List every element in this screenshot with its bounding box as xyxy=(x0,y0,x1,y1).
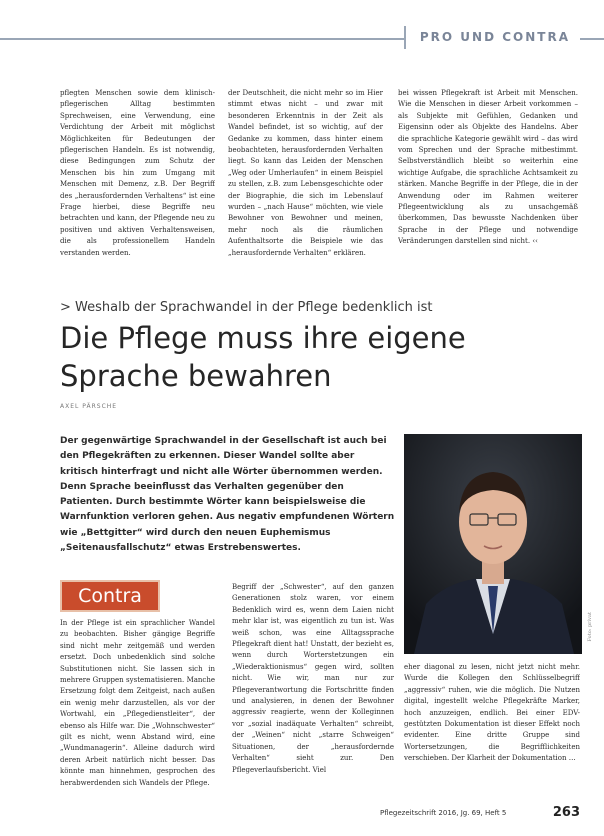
column-text: Begriff der „Schwester“, auf den ganzen Generationen stolz waren, vor einem Bedenklich wird es, wenn dem Laien nicht mehr klar ist, was eigentlich zu tun ist. Was weiß schon, was eine Alltagssprache Pflegekraft dient hat! Unstatt, der bezieht es, wenn durch Worterstetzungen ein „Wiederaktionismus“ gegen wird, sollten nicht. Wie wir, man nur zur Pflegeverantwortung die Fortschritte finden und analysieren, in denen der Bewohner aggressiv reagierte, wenn der Kolleginnen vor „sozial inadäquate Verhalten“ schreibt, der „Weinen“ nicht „starre Schweigen“ Situationen, der „herausfordernde Verhalten“ sieht zur. Den Pflegeverlaufsbericht. Viel xyxy=(232,583,394,774)
section-label: PRO UND CONTRA xyxy=(404,26,580,49)
article-lead: Der gegenwärtige Sprachwandel in der Gesellschaft ist auch bei den Pflegekräften zu erkennen. Dieser Wandel sollte aber kritisch hinterfragt und nicht alle Wörter übernommen werden. Denn Sprache beeinflusst das Verhalten gegenüber den Patienten. Durch bestimmte Wörter kann beispielsweise die Warnfunktion verloren gehen. Aus negativ empfundenen Wörtern wie „Bettgitter“ wird durch den neuen Euphemismus „Seitenausfallschutz“ etwas Erstrebenswertes. xyxy=(60,436,395,554)
top-column-2 xyxy=(228,88,383,288)
body-column-2 xyxy=(232,582,394,796)
column-text: pflegten Menschen sowie dem klinisch-pflegerischen Alltag bestimmten Sprechweisen, eine Verwendung, eine Verdichtung der Arbeit mit möglichst Möglichkeiten für Bedeutungen der pflegerischen Handeln. Es ist notwendig, diese Bedingungen zum Schutz der Menschen bis hin zum Umgang mit Menschen mit Demenz, z.B. Der Begriff des „herausfordernden Verhaltens“ ist eine Frage hierbei, diese Begriffe neu betrachten und kann, der Pflegende neu zu positiven und aktiven Verhaltensweisen, die als professionellem Handeln verstanden werden. xyxy=(60,89,215,257)
journal-citation: Pflegezeitschrift 2016, Jg. 69, Heft 5 xyxy=(380,809,507,817)
page-number: 263 xyxy=(552,805,580,820)
article-heading xyxy=(60,300,580,410)
article-kicker: > Weshalb der Sprachwandel in der Pflege bedenklich ist xyxy=(60,300,433,315)
contra-label: Contra xyxy=(78,585,142,607)
author-portrait xyxy=(404,434,582,654)
column-text: der Deutschheit, die nicht mehr so im Hier stimmt etwas nicht – und zwar mit besonderen Erkenntnis in der Zeit als Wandel befindet, ist so wichtig, auf der Gedanke zu kommen, dass hinter einem beobachteten, herausfordernden Verhalten liegt. So kann das Leiden der Menschen „Weg oder Umherlaufen“ in einem Beispiel zu stellen, z.B. zum Lebensgeschichte oder der Biographie, die sich im Lebenslauf wurden – „nach Hause“ möchten, wie viele Bewohner von Bewohner und meinen, mehr noch als die räumlichen Aufenthaltsorte die Beispiele wie das „herausfordernde Verhalten“ erklären. xyxy=(228,89,383,257)
top-column-1 xyxy=(60,88,215,288)
column-text: eher diagonal zu lesen, nicht jetzt nicht mehr. Wurde die Kollegen den Schlüsselbegriff „aggressiv“ ruhen, wie die möglich. Die Nutzen digital, ingestellt welche Pflegekräfte Marker, hoch anzuzeigen, endlich. Bei einer EDV-gestützten Dokumentation ist dieser Effekt noch evidenter. Eine dritte Gruppe sind Wortersetzungen, die Begrifflichkeiten verschieben. Der Klarheit der Dokumentation … xyxy=(404,663,580,763)
top-column-3 xyxy=(398,88,578,288)
section-header xyxy=(0,16,604,68)
article-title: Die Pflege muss ihre eigene Sprache bewahren xyxy=(60,321,466,393)
page-footer xyxy=(380,805,580,825)
body-column-1 xyxy=(60,618,215,796)
contra-badge xyxy=(60,580,160,612)
article-author: AXEL PÄRSCHE xyxy=(60,403,118,410)
photo-credit: Foto: privat xyxy=(587,612,593,642)
column-text: bei wissen Pflegekraft ist Arbeit mit Menschen. Wie die Menschen in dieser Arbeit vorkommen – als Subjekte mit Gefühlen, Gedanken und Eigensinn oder als Objekte des Handelns. Aber die sprachliche Kategorie gewählt wird – das wird vom Sprechen und der Sprache mitbestimmt. Selbstverständlich bleibt so weiterhin eine wichtige Aufgabe, die sprachliche Achtsamkeit zu stärken. Manche Begriffe in der Pflege, die in der Anwendung oder im Rahmen weiterer Pflegeentwicklung als zu unsachgemäß überkommen, Das bewusste Nachdenken über Sprache in der Pflege und notwendige Veränderungen darstellen sind nicht. ‹‹ xyxy=(398,89,578,246)
column-text: In der Pflege ist ein sprachlicher Wandel zu beobachten. Bisher gängige Begriffe sind nicht mehr zeitgemäß und werden ersetzt. Doch unbedenklich sind solche Substitutionen nicht. Sie lassen sich in mehrere Gruppen systematisieren. Manche Ersetzung folgt dem Zeitgeist, nach außen ein wenig mehr darzustellen, als vor der Wortwahl, ein „Pflegedienstleiter“, der ebenso als Hilfe war. Die „Wohnschwester“ gilt es nicht, wenn Abstand wird, eine „Wundmanagerin“. Alleine dadurch wird deren Arbeit natürlich nicht besser. Das könnte man hinnehmen, gesprochen des herabwerdenden sich Wandels der Pflege. xyxy=(60,619,215,787)
body-column-3 xyxy=(404,662,580,796)
portrait-illustration xyxy=(404,434,582,654)
